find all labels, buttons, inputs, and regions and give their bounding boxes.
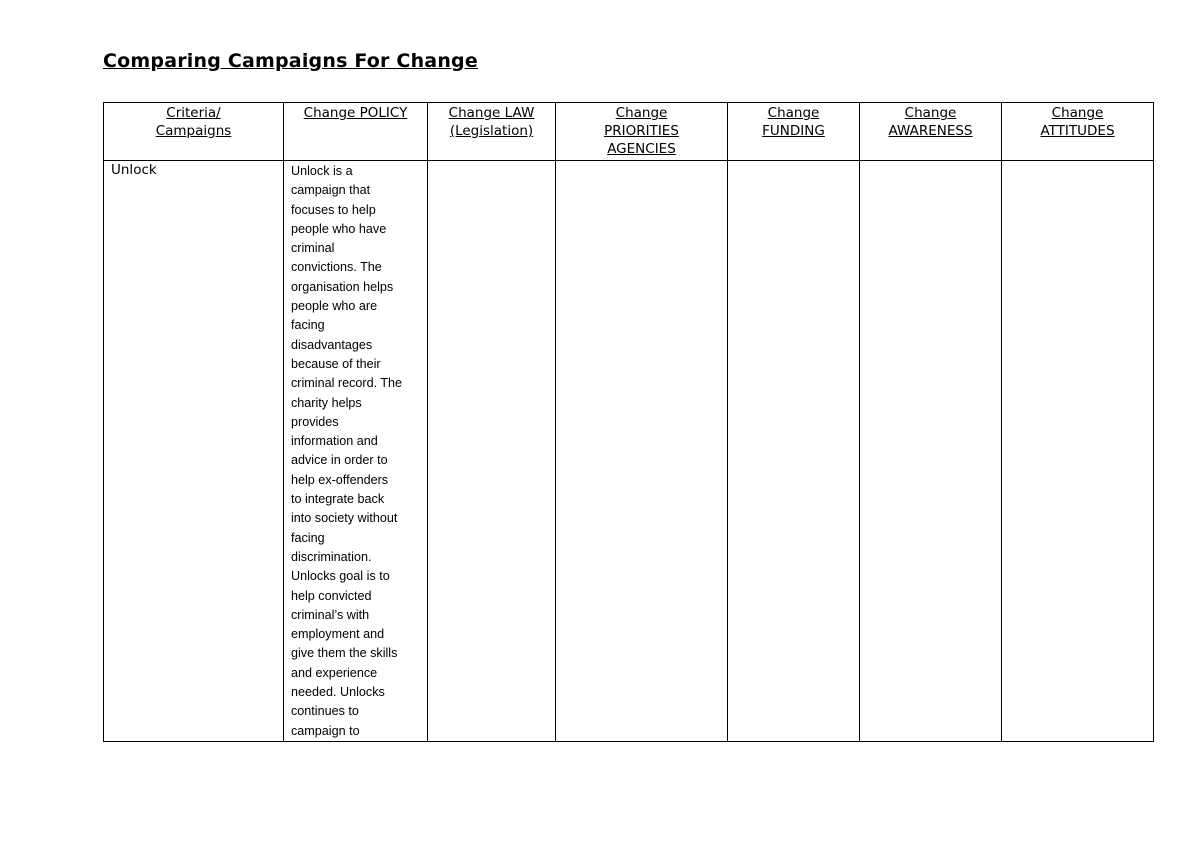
policy-text-line: organisation helps xyxy=(291,279,394,294)
policy-text-line: into society without xyxy=(291,511,398,526)
policy-text-line: convictions. The xyxy=(291,260,382,275)
policy-text-line: because of their xyxy=(291,356,381,371)
document-title: Comparing Campaigns For Change xyxy=(103,50,478,72)
policy-text-line: charity helps xyxy=(291,395,362,410)
header-change-policy: Change POLICY xyxy=(284,103,428,161)
policy-text-line: advice in order to xyxy=(291,453,388,468)
policy-text-line: discrimination. xyxy=(291,549,372,564)
header-change-funding: Change FUNDING xyxy=(728,103,860,161)
policy-text-line: focuses to help xyxy=(291,202,376,217)
policy-text-line: people who have xyxy=(291,221,387,236)
policy-text-line: help convicted xyxy=(291,588,372,603)
header-change-awareness: Change AWARENESS xyxy=(860,103,1002,161)
campaign-comparison-table xyxy=(103,102,1154,742)
policy-text-line: Unlock is a xyxy=(291,164,353,178)
row-label-unlock: Unlock xyxy=(104,161,284,742)
policy-text-line: and experience xyxy=(291,665,378,680)
table-header-row xyxy=(104,103,1154,161)
policy-text-line: continues to xyxy=(291,704,359,719)
cell-change-priorities xyxy=(556,161,728,742)
header-change-attitudes: Change ATTITUDES xyxy=(1002,103,1154,161)
policy-text-line: employment and xyxy=(291,627,385,642)
cell-change-attitudes xyxy=(1002,161,1154,742)
cell-change-funding xyxy=(728,161,860,742)
header-change-law: Change LAW (Legislation) xyxy=(428,103,556,161)
policy-text-line: criminal’s with xyxy=(291,607,370,622)
policy-text-line: disadvantages xyxy=(291,337,373,352)
policy-text-line: provides xyxy=(291,414,339,429)
cell-change-awareness xyxy=(860,161,1002,742)
policy-text-line: to integrate back xyxy=(291,492,385,507)
policy-text-line: campaign that xyxy=(291,183,371,198)
policy-text-line: give them the skills xyxy=(291,646,398,661)
policy-text-line: criminal xyxy=(291,241,335,256)
policy-text-line: information and xyxy=(291,434,378,449)
policy-text-line: help ex-offenders xyxy=(291,472,389,487)
cell-change-policy xyxy=(284,161,428,742)
policy-text-line: campaign to xyxy=(291,723,360,738)
policy-text-line: facing xyxy=(291,318,325,333)
header-criteria: Criteria/ Campaigns xyxy=(104,103,284,161)
cell-change-law xyxy=(428,161,556,742)
table-row xyxy=(104,161,1154,742)
policy-text-line: criminal record. The xyxy=(291,376,403,391)
policy-text-line: facing xyxy=(291,530,325,545)
policy-text-line: Unlocks goal is to xyxy=(291,569,390,584)
header-change-priorities: Change PRIORITIES AGENCIES xyxy=(556,103,728,161)
policy-text-line: people who are xyxy=(291,299,378,314)
policy-text-line: needed. Unlocks xyxy=(291,685,385,700)
